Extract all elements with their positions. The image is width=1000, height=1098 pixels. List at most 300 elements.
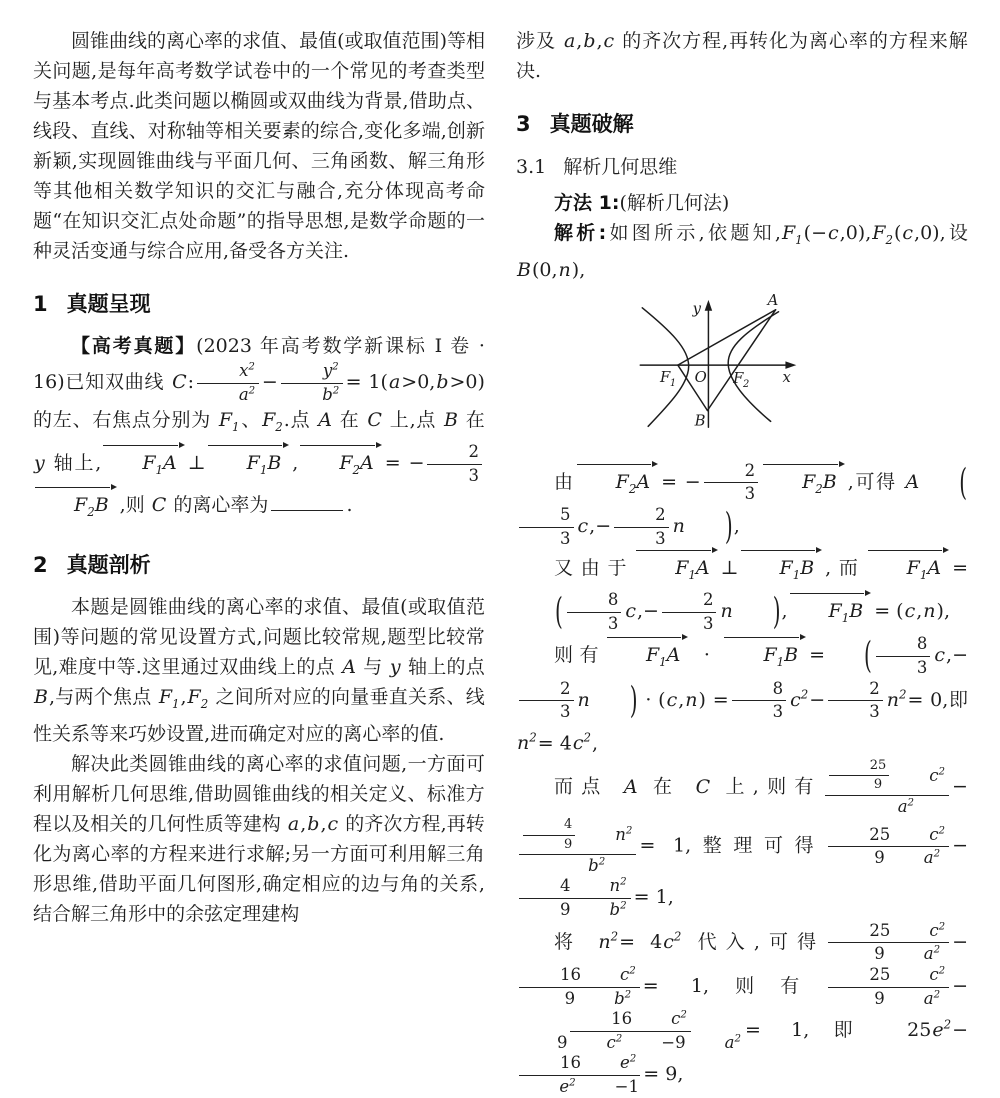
equation-5	[516, 921, 968, 1098]
fraction	[732, 679, 787, 723]
text-run: −	[952, 1019, 968, 1042]
math-variable: C	[172, 371, 187, 394]
segment-b-a	[707, 310, 775, 411]
numerator	[662, 590, 717, 613]
numerator	[828, 921, 949, 944]
math-variable: $c^2$	[606, 1032, 623, 1052]
math-variable: n	[558, 258, 571, 281]
segment-f1-a	[678, 310, 776, 365]
math-variable: $F_2$	[262, 409, 283, 435]
section-3-heading	[516, 108, 968, 138]
math-variable: $c^2$	[929, 765, 946, 785]
text-run: 将	[554, 930, 583, 953]
numerator	[427, 442, 482, 465]
section-1-heading	[33, 288, 485, 318]
section-1-title: 真题呈现	[66, 292, 151, 316]
hyperbola-left-branch	[642, 308, 688, 427]
text-run: 上,点	[389, 409, 437, 432]
math-variable: A	[623, 775, 638, 798]
math-variable: y	[389, 656, 401, 679]
math-variable: B	[34, 686, 48, 709]
text-run: = 4	[537, 732, 572, 755]
math-variable: b	[307, 812, 320, 835]
math-variable: $F_1$	[218, 409, 240, 435]
label-origin: O	[694, 368, 707, 386]
denominator	[836, 988, 941, 1010]
vector-term: $F_1B$	[741, 550, 823, 590]
denominator	[665, 613, 714, 635]
fraction	[519, 965, 640, 1009]
fraction	[281, 361, 343, 405]
text-run: ,−	[589, 515, 612, 538]
text-run: = 1,整理可得	[639, 834, 826, 857]
denominator	[617, 528, 666, 550]
math-variable: $a^2$	[923, 944, 941, 964]
numerator	[704, 461, 759, 484]
math-variable: $y^2$	[322, 361, 339, 380]
text-run: 16	[560, 964, 581, 984]
text-run: · (	[645, 688, 666, 711]
math-variable: $b^2$	[614, 988, 632, 1008]
math-variable: n	[685, 688, 698, 711]
math-variable: $c^2$	[929, 964, 946, 984]
text-run: = −	[661, 470, 701, 493]
fraction	[197, 361, 259, 405]
text-run: :	[187, 371, 195, 394]
denominator	[831, 701, 880, 723]
text-run: 、	[240, 409, 262, 432]
text-run: = 0,即	[907, 688, 968, 711]
text-run: ⊥	[187, 452, 206, 475]
text-run: 则有	[554, 644, 605, 667]
math-variable: C	[151, 494, 167, 517]
text-run: .	[346, 494, 353, 517]
denominator	[859, 796, 915, 818]
analysis-paragraph-2	[33, 749, 485, 929]
text-run: ,	[320, 812, 327, 835]
math-variable: c	[666, 688, 678, 711]
text-run: 9	[874, 988, 885, 1008]
text-run: 又由于	[554, 557, 635, 580]
big-paren: (	[864, 633, 872, 678]
math-variable: $a^2$	[897, 796, 915, 816]
math-variable: $F_2$	[872, 222, 893, 247]
text-run: −	[261, 371, 278, 394]
text-run: 2	[869, 678, 880, 698]
solution-intro-paragraph	[516, 218, 968, 285]
section-2-title: 真题剖析	[66, 553, 151, 578]
text-run: 8	[772, 678, 784, 698]
text-run: ·	[703, 644, 710, 667]
text-run: 3	[869, 702, 880, 722]
section-3-1-heading	[516, 152, 968, 179]
text-run: 3	[772, 702, 784, 722]
math-variable: $n^2$	[886, 687, 907, 711]
numerator	[570, 1009, 691, 1032]
text-run: 3	[916, 657, 928, 677]
math-variable: $c^2$	[671, 1009, 687, 1029]
text-run: 9	[564, 988, 576, 1008]
math-variable: $F_1$	[158, 686, 180, 711]
text-run: 9	[874, 944, 885, 964]
denominator	[430, 465, 479, 487]
hyperbola-figure	[621, 293, 863, 451]
vector-term: $F_1A$	[636, 550, 717, 590]
denominator	[522, 701, 571, 723]
math-variable: $n^2$	[598, 929, 619, 953]
text-run: ,则	[119, 494, 145, 517]
text-run: 3	[607, 613, 619, 633]
text-run: ),	[571, 258, 586, 281]
text-run: 3	[560, 702, 571, 722]
math-variable: $e^2$	[932, 1017, 952, 1042]
numerator	[519, 876, 631, 899]
equation-3	[516, 634, 968, 758]
text-run: ,	[300, 812, 307, 835]
text-run: 与	[363, 656, 383, 679]
text-run: 而点	[554, 775, 609, 798]
math-variable: $a^2$	[238, 384, 256, 404]
fraction	[519, 679, 574, 723]
numerator	[567, 590, 622, 613]
section-3-1-number: 3.1	[516, 156, 547, 178]
math-variable: $n^2$	[609, 876, 627, 896]
fraction	[829, 758, 890, 794]
vector-term: $F_1B$	[208, 445, 290, 485]
text-run: 8	[607, 590, 619, 610]
text-run: ,而	[825, 557, 866, 580]
numerator	[197, 361, 259, 384]
denominator	[527, 988, 633, 1010]
section-3-1-title: 解析几何思维	[563, 156, 678, 178]
denominator	[735, 701, 784, 723]
math-variable: $a^2$	[923, 848, 941, 868]
text-run: 2	[468, 442, 479, 462]
math-variable: $n^2$	[615, 824, 633, 844]
denominator	[522, 899, 628, 921]
fraction	[825, 758, 949, 817]
denominator	[520, 1076, 639, 1098]
text-run: (	[893, 222, 902, 244]
bold-label: 解析:	[554, 222, 607, 244]
text-run: 9	[560, 900, 571, 920]
text-run: = 9,	[643, 1063, 684, 1086]
fraction	[662, 590, 717, 634]
math-variable: y	[34, 452, 45, 475]
numerator	[519, 679, 574, 702]
left-column	[33, 26, 485, 1098]
text-run: ,0),设	[914, 222, 968, 244]
math-variable: c	[902, 222, 914, 244]
math-variable: a	[388, 371, 401, 394]
equation-4	[516, 758, 968, 921]
fraction	[519, 505, 574, 549]
text-run: ,−	[946, 644, 968, 667]
math-variable: C	[695, 775, 711, 798]
math-variable: c	[827, 222, 839, 244]
text-run: 25	[869, 964, 891, 984]
text-run: ,	[180, 686, 187, 709]
denominator	[836, 776, 882, 793]
method-1-line	[516, 188, 968, 218]
label-a: A	[767, 292, 779, 309]
denominator	[200, 384, 256, 406]
math-variable: c	[625, 600, 636, 623]
analysis-paragraph-1	[33, 592, 485, 749]
math-variable: $c^2$	[929, 824, 946, 844]
fraction	[427, 442, 482, 486]
math-variable: $e^2$	[620, 1053, 637, 1073]
vector-term: $F_1A$	[607, 637, 688, 677]
text-run: 16	[560, 1053, 581, 1073]
method-1-label: 方法 1:	[554, 192, 620, 214]
label-b: B	[694, 412, 706, 430]
section-2-number: 2	[33, 553, 48, 578]
text-run: 4	[564, 817, 573, 833]
denominator	[526, 836, 572, 853]
numerator	[828, 965, 949, 988]
text-run: 的离心率为	[173, 494, 269, 517]
text-run: 3	[702, 613, 714, 633]
text-run: 16	[611, 1009, 633, 1029]
math-variable: B	[517, 258, 531, 281]
text-run: ,	[781, 600, 788, 623]
hyperbola-right-branch	[728, 312, 778, 422]
denominator	[549, 855, 606, 877]
math-variable: $a^2$	[724, 1032, 741, 1052]
fraction	[523, 817, 575, 853]
text-run: =	[809, 644, 826, 667]
text-run: 3	[744, 484, 756, 504]
text-run: >0,	[401, 371, 436, 394]
text-run: 在	[339, 409, 360, 432]
numerator	[519, 1053, 640, 1076]
text-run: 5	[560, 505, 571, 525]
text-run: 8	[916, 634, 928, 654]
fraction	[828, 921, 949, 965]
fraction	[614, 505, 669, 549]
equation-2	[516, 549, 968, 634]
text-run: 9	[564, 836, 573, 852]
math-variable: c	[934, 644, 946, 667]
text-run: −9	[661, 1032, 686, 1052]
text-run: 2	[702, 590, 714, 610]
text-run: ,	[733, 515, 740, 538]
big-paren: (	[555, 589, 563, 633]
numerator	[876, 634, 931, 657]
text-run: = (	[874, 600, 904, 623]
math-variable: $b^2$	[322, 384, 340, 404]
denominator	[570, 613, 619, 635]
text-run: ,0),	[839, 222, 872, 244]
vector-term: $F_1A$	[103, 445, 184, 485]
fraction	[519, 1009, 742, 1053]
text-run: 2	[560, 678, 571, 698]
math-variable: c	[577, 515, 589, 538]
text-run: ,与两个焦点	[48, 686, 152, 709]
numerator	[519, 505, 574, 528]
math-variable: $c^2$	[790, 687, 809, 711]
math-variable: $c^2$	[620, 964, 636, 984]
text-run: 上,则有	[725, 775, 822, 798]
text-run: = 1,	[633, 886, 674, 909]
math-variable: $c^2$	[929, 920, 946, 940]
text-run: 轴上,	[53, 452, 102, 475]
label-y: y	[692, 300, 701, 318]
math-variable: c	[327, 812, 339, 835]
big-paren: )	[724, 504, 733, 548]
math-variable: $x^2$	[239, 361, 255, 380]
text-run: =	[952, 557, 968, 580]
text-run: = 4	[619, 930, 663, 953]
denominator	[283, 384, 340, 406]
text-run: >0)的左、右焦点分别为	[33, 371, 485, 432]
math-variable: $n^2$	[517, 730, 537, 755]
numerator	[519, 965, 640, 988]
math-variable: A	[342, 656, 356, 679]
right-column	[516, 26, 968, 1098]
text-run: 的齐次方程,再转化为离心率的方程来解决.	[516, 30, 968, 82]
text-run: (−	[803, 222, 827, 244]
bold-label: 【高考真题】	[71, 335, 197, 357]
text-run: 3	[655, 528, 666, 548]
denominator	[519, 1032, 742, 1054]
vector-term: $F_2A$	[300, 445, 381, 485]
big-paren: (	[959, 460, 967, 504]
text-run: 3	[560, 528, 571, 548]
x-axis-arrow	[785, 361, 796, 369]
text-run: ,	[596, 30, 603, 52]
text-run: 本题是圆锥曲线的离心率的求值、最值(或取值范围)等问题的常见设置方式,问题比较常规,题型比较常见,难度中等.这里通过双曲线上的点	[33, 596, 485, 679]
vector-term: $F_2A$	[577, 464, 658, 504]
numerator	[732, 679, 787, 702]
text-run: 3	[468, 465, 479, 485]
text-run: ,	[678, 688, 685, 711]
fraction	[519, 876, 631, 920]
vector-term: $F_1B$	[790, 593, 872, 633]
text-run: ,可得	[847, 470, 897, 493]
math-variable: A	[905, 470, 920, 493]
text-run: ,	[591, 732, 599, 755]
section-2-heading	[33, 549, 485, 579]
math-variable: n	[923, 600, 936, 623]
fraction	[567, 590, 622, 634]
continuation-paragraph	[516, 26, 968, 86]
text-run: (0,	[531, 258, 558, 281]
method-1-rest: (解析几何法)	[619, 192, 730, 214]
vector-term: $F_1B$	[724, 637, 806, 677]
math-variable: $e^2$	[559, 1077, 576, 1097]
text-run: 9	[874, 848, 885, 868]
math-variable: c	[904, 600, 916, 623]
text-run: ,−	[636, 600, 659, 623]
math-variable: $b^2$	[588, 855, 606, 875]
text-run: 代入,可得	[697, 930, 826, 953]
section-3-title: 真题破解	[549, 112, 634, 136]
text-run: 9	[557, 1032, 568, 1052]
fraction	[828, 825, 949, 869]
numerator	[281, 361, 343, 384]
vector-term: $F_2B$	[763, 464, 845, 504]
numerator	[825, 758, 949, 796]
text-run: 由	[554, 470, 575, 493]
fraction	[828, 965, 949, 1009]
math-variable: $c^2$	[663, 929, 682, 953]
denominator	[522, 528, 571, 550]
text-run: 解决此类圆锥曲线的离心率的求值问题,一方面可利用解析几何思维,借助圆锥曲线的相关定义、标准方程以及相关的几何性质等建构	[33, 752, 485, 835]
math-variable: b	[436, 371, 449, 394]
text-run: ),	[936, 600, 951, 623]
math-variable: $c^2$	[572, 730, 591, 755]
equation-1	[516, 461, 968, 550]
answer-blank	[271, 495, 343, 511]
math-variable: C	[367, 409, 382, 432]
text-run: = 1,则有	[642, 975, 826, 998]
math-variable: $F_1$	[781, 222, 803, 247]
numerator	[828, 825, 949, 848]
math-variable: n	[720, 600, 733, 623]
text-run: 在	[465, 409, 485, 432]
math-variable: b	[583, 30, 596, 52]
label-f1: F	[660, 368, 671, 386]
fraction	[519, 1053, 640, 1097]
text-run: 9	[873, 777, 883, 793]
numerator	[523, 817, 575, 835]
math-variable: $a^2$	[923, 988, 941, 1008]
fraction	[828, 679, 883, 723]
text-run: .点	[283, 409, 311, 432]
text-run: 2	[655, 505, 666, 525]
vector-term: $F_2B$	[35, 487, 117, 527]
text-run: 25	[869, 920, 891, 940]
text-run: ⊥	[720, 557, 739, 580]
text-run: ,	[576, 30, 583, 52]
math-variable: n	[672, 515, 685, 538]
vector-term: $F_1A$	[868, 550, 949, 590]
text-run: −	[952, 975, 968, 998]
text-run: −	[952, 834, 968, 857]
text-run: = 1,即 25	[744, 1019, 932, 1042]
math-variable: B	[444, 409, 458, 432]
text-run: 轴上的点	[407, 656, 485, 679]
math-variable: $b^2$	[609, 900, 627, 920]
big-paren: )	[629, 678, 638, 722]
intro-paragraph: 圆锥曲线的离心率的求值、最值(或取值范围)等相关问题,是每年高考数学试卷中的一个常见的考查类型与基本考点.此类问题以椭圆或双曲线为背景,借助点、线段、直线、对称轴等相关要素的综合,变化多端,创新新颖,实现圆锥曲线与平面几何、三角函数、解三角形等其他相关数学知识的交汇与融合,充分体现高考命题“在知识交汇点处命题”的指导思想,是数学命题的一种灵活变通与综合应用,备受各方关注.	[33, 30, 485, 262]
big-paren: )	[772, 589, 781, 633]
text-run: 在	[652, 775, 681, 798]
section-1-number: 1	[33, 292, 48, 316]
numerator	[519, 817, 636, 855]
denominator	[879, 657, 928, 679]
text-run: ) =	[698, 688, 729, 711]
text-run: −	[952, 775, 968, 798]
text-run: 2	[744, 460, 756, 480]
numerator	[829, 758, 890, 776]
text-run: 4	[560, 876, 571, 896]
label-f2: F	[733, 369, 744, 387]
text-run: ,	[916, 600, 923, 623]
text-run: 之间所对应的向量垂直关系、线性关系等来巧妙设置,进而确定对应的离心率的值.	[33, 686, 485, 745]
text-run: 涉及	[516, 30, 556, 52]
text-run: = 1(	[345, 371, 388, 394]
fraction	[519, 817, 636, 876]
numerator	[614, 505, 669, 528]
denominator	[836, 847, 941, 869]
label-x: x	[782, 368, 791, 386]
math-variable: n	[577, 688, 590, 711]
fraction	[876, 634, 931, 678]
label-f1-sub: 1	[669, 377, 677, 389]
